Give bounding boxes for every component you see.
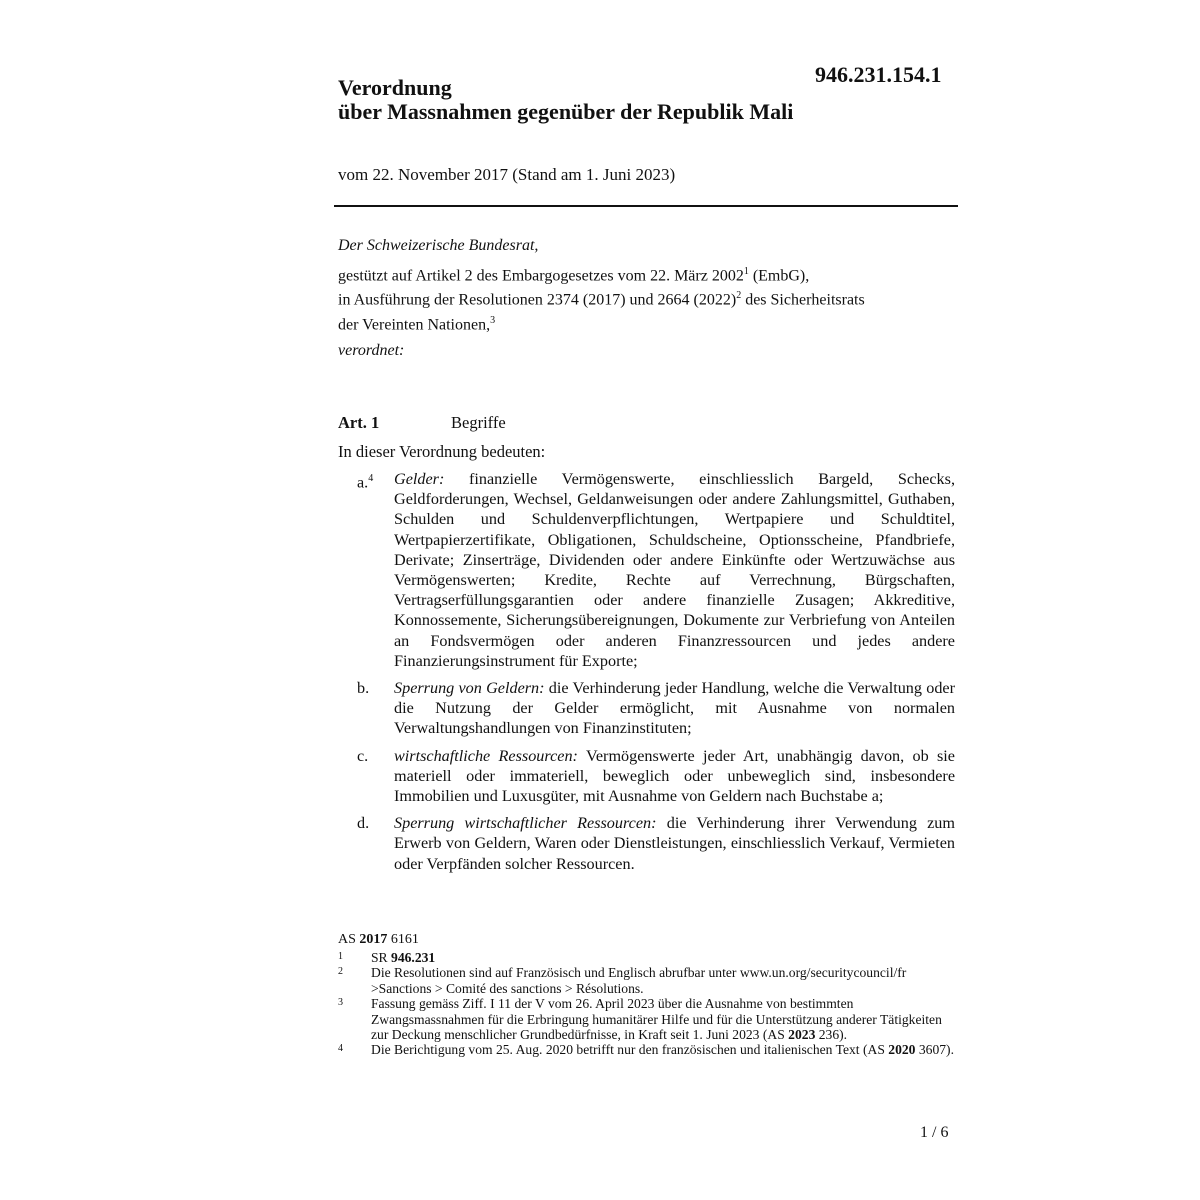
page-number: 1 / 6: [920, 1124, 949, 1141]
preamble-un: der Vereinten Nationen,$^3$: [338, 314, 496, 333]
footnote: 2 Die Resolutionen sind auf Französisch und Englisch abrufbar unter www.un.org/securitycouncil/fr >Sanctions > Comité des sanctions > Résolutions.: [338, 965, 907, 996]
footnote: 3 Fassung gemäss Ziff. I 11 der V vom 26. April 2023 über die Ausnahme von bestimmten Zwangsmassnahmen für die Erbringung humanitärer Hilfe und für die Unterstützung anderer Tätigkeiten zur Deckung menschlicher Grundbedürfnisse, in Kraft seit 1. Juni 2023 (AS 2023 236).: [338, 996, 942, 1043]
definition-text: finanzielle Vermögenswerte, einschliesslich Bargeld, Schecks, Geldforderungen, Wechsel, Geldanweisungen oder andere Zahlungsmittel, Guthaben, Schulden und Schuldenverpflichtungen, Wertpapiere und Schuldtitel, Wertpapierzertifikate, Obligationen, Schuldscheine, Optionsscheine, Pfandbriefe, Derivate; Zinserträge, Dividenden oder andere Einkünfte oder Wertzuwächse aus Vermögenswerten; Kredite, Rechte auf Verrechnung, Bürgschaften, Vertragserfüllungsgarantien oder andere finanzielle Zusagen; Akkreditive, Konnossemente, Sicherungsübereignungen, Dokumente zur Verbriefung von Anteilen an Fondsvermögen oder anderen Finanzressourcen und jedes andere Finanzierungsinstrument für Exporte;: [394, 470, 955, 670]
article-heading: [338, 413, 506, 433]
article-number: Art. 1: [338, 413, 380, 432]
title-line-2: über Massnahmen gegenüber der Republik Mali: [338, 99, 794, 124]
footnote-ref[interactable]: 4: [368, 473, 374, 484]
list-item: [357, 678, 955, 739]
preamble-basis: gestützt auf Artikel 2 des Embargogesetzes vom 22. März 2002$^1$ (EmbG),: [338, 266, 810, 285]
defined-term: Sperrung von Geldern:: [394, 679, 545, 698]
footnote-ref[interactable]: 1: [743, 266, 749, 277]
definition-text: Vermögenswerte jeder Art, unabhängig davon, ob sie materiell oder immateriell, beweglich oder unbeweglich sind, insbesondere Immobilien und Luxusgüter, mit Ausnahme von Geldern nach Buchstabe a;: [394, 746, 955, 806]
footnote-number: 2: [338, 966, 343, 978]
title-line-1: Verordnung: [338, 75, 452, 100]
footnotes: [338, 950, 958, 1058]
sr-number: 946.231.154.1: [815, 62, 942, 87]
preamble-authority: Der Schweizerische Bundesrat,: [338, 237, 539, 254]
header-divider: [334, 205, 958, 207]
footnote-number: 4: [338, 1043, 343, 1055]
defined-term: Gelder:: [394, 470, 445, 488]
footnote: 4 Die Berichtigung vom 25. Aug. 2020 betrifft nur den französischen und italienischen Text (AS 2020 3607).: [338, 1042, 954, 1058]
list-item: [357, 813, 955, 874]
defined-term: wirtschaftliche Ressourcen:: [394, 746, 578, 765]
item-letter: a.: [357, 473, 369, 492]
date-line: vom 22. November 2017 (Stand am 1. Juni 2023): [338, 165, 676, 184]
defined-term: Sperrung wirtschaftlicher Ressourcen:: [394, 814, 657, 833]
footnote-number: 3: [338, 997, 343, 1009]
item-letter: d.: [357, 814, 370, 833]
footnote-number: 1: [338, 951, 343, 962]
article-title: Begriffe: [451, 413, 506, 432]
preamble-decrees: verordnet:: [338, 341, 405, 359]
document-title: [338, 76, 793, 124]
footnote: 1 SR 946.231: [338, 950, 436, 965]
preamble-resolutions: in Ausführung der Resolutionen 2374 (2017) und 2664 $(2022)^2$ des Sicherheitsrats: [338, 290, 865, 309]
preamble: [338, 236, 958, 361]
definition-text: die Verhinderung jeder Handlung, welche die Verwaltung oder die Nutzung der Gelder ermöglicht, mit Ausnahme von normalen Verwaltungshandlungen von Finanzinstituten;: [394, 679, 956, 738]
footnote-ref[interactable]: 3: [490, 314, 496, 326]
article-intro: In dieser Verordnung bedeuten:: [338, 442, 546, 461]
definition-text: die Verhinderung ihrer Verwendung zum Erwerb von Geldern, Waren oder Dienstleistungen, einschliesslich Verkauf, Vermieten oder Verpfänden solcher Ressourcen.: [394, 814, 955, 873]
item-letter: c.: [357, 746, 369, 765]
list-item: [357, 469, 955, 671]
list-item: [357, 746, 955, 807]
item-letter: b.: [357, 679, 370, 698]
definition-list: [357, 469, 955, 881]
footnote-ref[interactable]: 2: [736, 290, 742, 302]
official-collection-ref: AS 2017 6161: [338, 932, 419, 947]
